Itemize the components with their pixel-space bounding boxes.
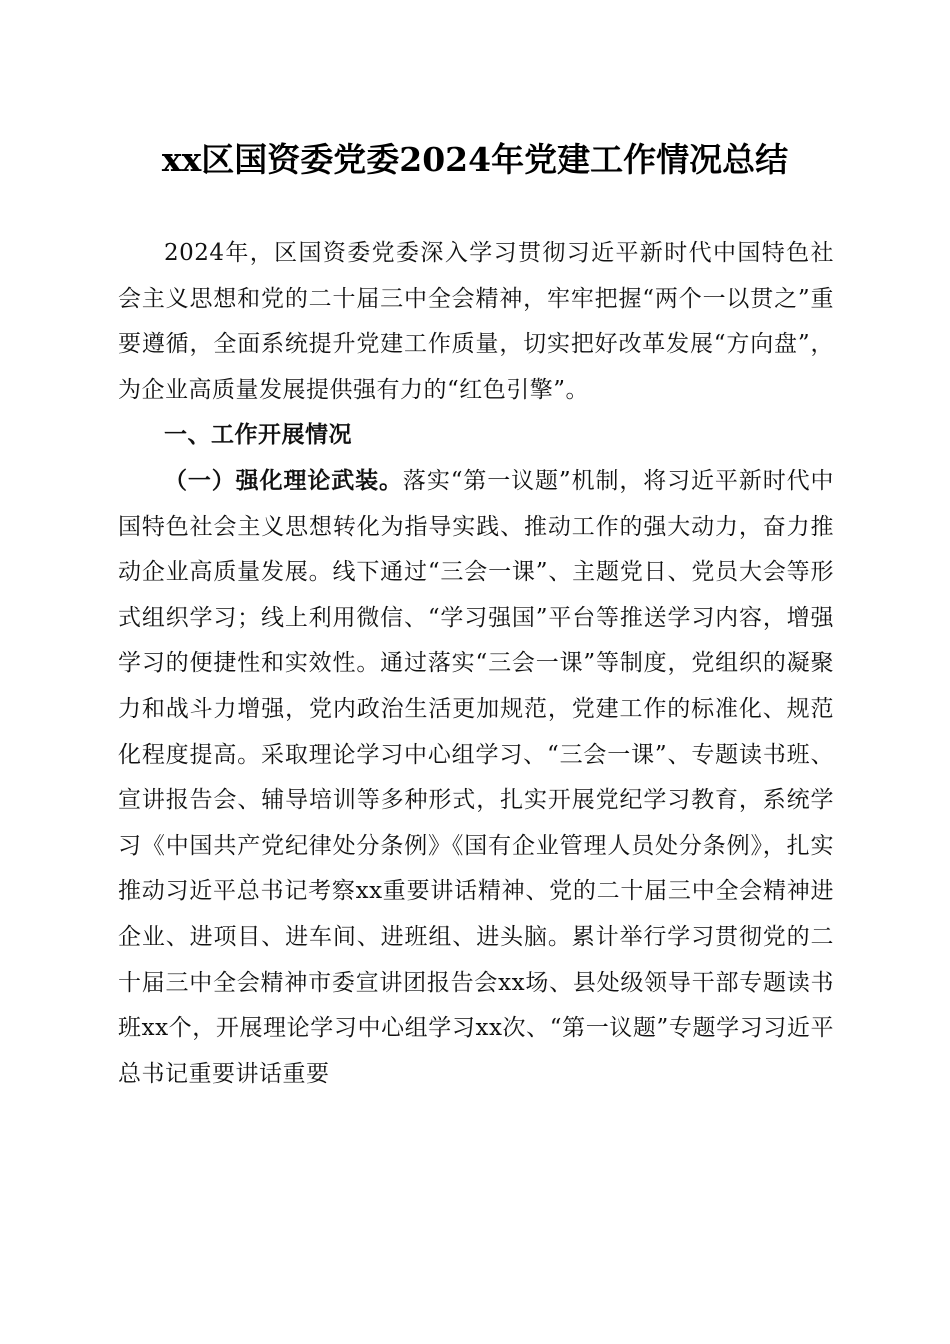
intro-paragraph: 2024年，区国资委党委深入学习贯彻习近平新时代中国特色社会主义思想和党的二十届三中全会精神，牢牢把握“两个一以贯之”重要遵循，全面系统提升党建工作质量，切实把好改革发展“方向盘”，为企业高质量发展提供强有力的“红色引擎”。 [118, 240, 834, 403]
section-heading: 一、工作开展情况 [164, 422, 352, 449]
document-body [118, 231, 834, 1097]
subsection-paragraph [118, 459, 834, 1097]
document-title: xx区国资委党委2024年党建工作情况总结 [161, 140, 789, 179]
subsection-lead: （一）强化理论武装。 [164, 467, 403, 494]
subsection-text: 落实“第一议题”机制，将习近平新时代中国特色社会主义思想转化为指导实践、推动工作的强大动力，奋力推动企业高质量发展。线下通过“三会一课”、主题党日、党员大会等形式组织学习；线上利用微信、“学习强国”平台等推送学习内容，增强学习的便捷性和实效性。通过落实“三会一课”等制度，党组织的凝聚力和战斗力增强，党内政治生活更加规范，党建工作的标准化、规范化程度提高。采取理论学习中心组学习、“三会一课”、专题读书班、宣讲报告会、辅导培训等多种形式，扎实开展党纪学习教育，系统学习《中国共产党纪律处分条例》《国有企业管理人员处分条例》，扎实推动习近平总书记考察xx重要讲话精神、党的二十届三中全会精神进企业、进项目、进车间、进班组、进头脑。累计举行学习贯彻党的二十届三中全会精神市委宣讲团报告会xx场、县处级领导干部专题读书班xx个，开展理论学习中心组学习xx次、“第一议题”专题学习习近平总书记重要讲话重要 [118, 467, 834, 1087]
